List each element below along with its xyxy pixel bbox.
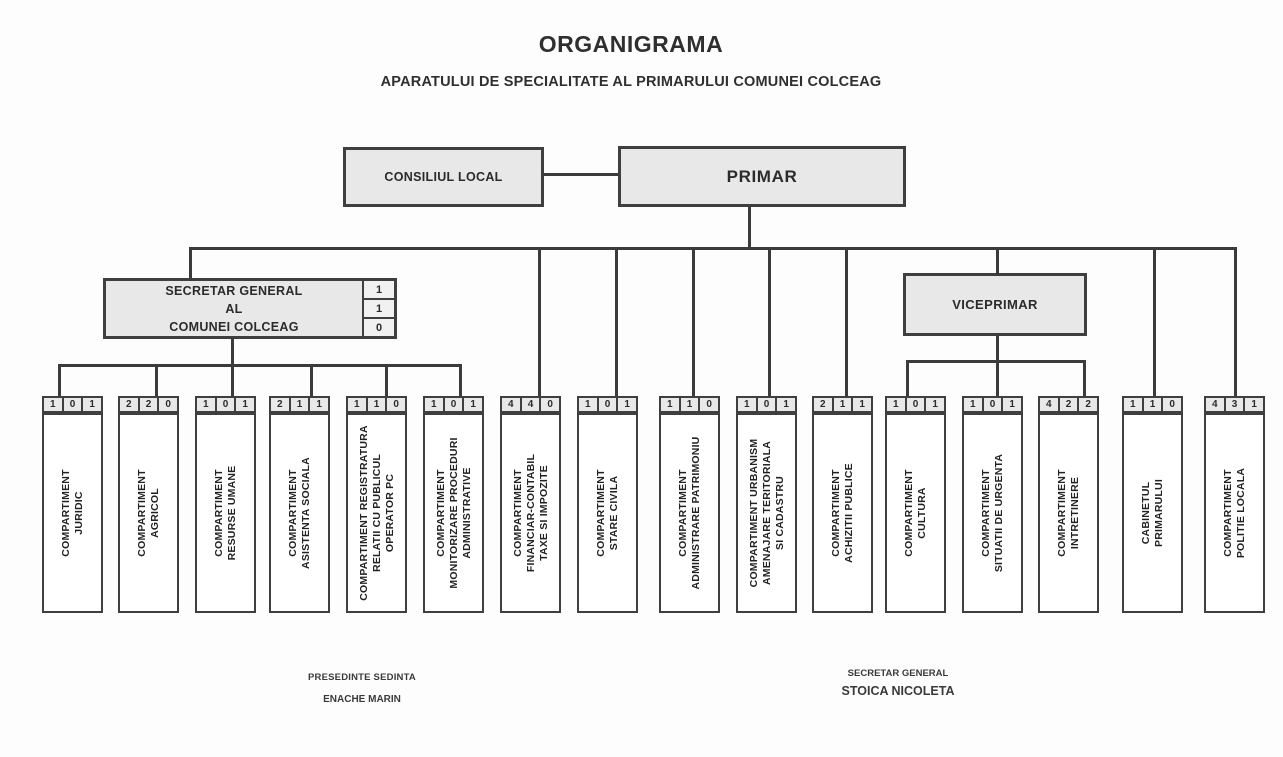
dept-count-row: [736, 396, 797, 413]
dept-column-12: [885, 396, 946, 613]
dept-label: [351, 420, 403, 606]
dept-count-row: [423, 396, 484, 413]
dept-label: [741, 420, 793, 606]
signature-left-role: PRESEDINTE SEDINTA: [308, 672, 416, 683]
dept-count-row: [42, 396, 103, 413]
dept-count-row: [962, 396, 1023, 413]
dept-label-line: OPERATOR PC: [383, 473, 395, 553]
connector-line: [538, 247, 541, 399]
dept-label: [123, 420, 175, 606]
viceprimar-label: VICEPRIMAR: [952, 297, 1038, 312]
dept-count-cell: 1: [310, 396, 330, 413]
dept-count-cell: 1: [236, 396, 256, 413]
dept-count-row: [812, 396, 873, 413]
dept-label: [1209, 420, 1261, 606]
dept-label: [890, 420, 942, 606]
dept-count-cell: 2: [1079, 396, 1099, 413]
secretar-count-cell: 0: [364, 319, 394, 336]
connector-line: [1153, 247, 1156, 399]
dept-column-14: [1038, 396, 1099, 613]
dept-box: [736, 413, 797, 613]
primar-label: PRIMAR: [726, 166, 798, 186]
dept-label: [428, 420, 480, 606]
dept-count-row: [195, 396, 256, 413]
page-title: ORGANIGRAMA: [538, 31, 724, 57]
dept-count-cell: 1: [1122, 396, 1144, 413]
dept-label-line: COMPARTIMENT: [676, 469, 689, 557]
dept-label-line: JURIDIC: [72, 491, 85, 535]
dept-count-cell: 0: [700, 396, 720, 413]
dept-count-row: [1204, 396, 1265, 413]
dept-count-cell: 1: [577, 396, 599, 413]
dept-label-line: RESURSE UMANE: [225, 465, 238, 561]
dept-count-cell: 1: [464, 396, 484, 413]
connector-line: [231, 364, 234, 399]
secretar-label-line: AL: [225, 301, 243, 316]
dept-column-4: [269, 396, 330, 613]
connector-line: [906, 360, 909, 399]
dept-box: [500, 413, 561, 613]
dept-box: [1204, 413, 1265, 613]
dept-label-line: RELATII CU PUBLICUL: [370, 454, 382, 572]
dept-count-cell: 0: [1163, 396, 1183, 413]
dept-column-3: [195, 396, 256, 613]
dept-label-line: COMPARTIMENT: [902, 469, 915, 557]
dept-count-cell: 1: [1144, 396, 1164, 413]
dept-label-line: AMENAJARE TERITORIALA: [760, 441, 772, 586]
dept-label-line: AGRICOL: [148, 488, 161, 538]
connector-line: [1083, 360, 1086, 399]
dept-count-row: [577, 396, 638, 413]
dept-count-cell: 0: [217, 396, 237, 413]
dept-label: [1127, 420, 1179, 606]
dept-count-cell: 1: [368, 396, 388, 413]
dept-count-row: [500, 396, 561, 413]
dept-label-line: COMPARTIMENT: [434, 469, 446, 557]
connector-line: [385, 364, 388, 399]
box-viceprimar: [903, 273, 1087, 336]
dept-count-cell: 1: [962, 396, 984, 413]
dept-label: [967, 420, 1019, 606]
dept-count-row: [1122, 396, 1183, 413]
dept-column-6: [423, 396, 484, 613]
dept-label-line: COMPARTIMENT: [979, 469, 992, 557]
dept-count-cell: 0: [445, 396, 465, 413]
dept-label-line: COMPARTIMENT: [594, 469, 607, 557]
signature-right-role: SECRETAR GENERAL: [847, 668, 949, 679]
dept-label-line: COMPARTIMENT REGISTRATURA: [357, 425, 369, 601]
dept-column-1: [42, 396, 103, 613]
dept-label-line: INTRETINERE: [1068, 476, 1081, 550]
dept-column-5: [346, 396, 407, 613]
dept-count-row: [269, 396, 330, 413]
connector-line: [459, 364, 462, 399]
dept-box: [269, 413, 330, 613]
dept-box: [1122, 413, 1183, 613]
dept-label-line: FINANCIAR-CONTABIL: [524, 453, 536, 573]
dept-column-2: [118, 396, 179, 613]
dept-count-cell: 1: [83, 396, 103, 413]
dept-label-line: COMPARTIMENT URBANISM: [747, 438, 759, 588]
dept-label-line: ADMINISTRARE PATRIMONIU: [689, 436, 702, 590]
connector-line: [155, 364, 158, 399]
dept-count-row: [118, 396, 179, 413]
dept-label: [582, 420, 634, 606]
dept-count-cell: 1: [1245, 396, 1265, 413]
dept-count-cell: 1: [1003, 396, 1023, 413]
dept-count-cell: 3: [1226, 396, 1246, 413]
dept-label: [1043, 420, 1095, 606]
dept-count-cell: 1: [736, 396, 758, 413]
dept-count-cell: 0: [387, 396, 407, 413]
signature-right-name: STOICA NICOLETA: [841, 684, 955, 698]
dept-label: [817, 420, 869, 606]
connector-line: [996, 360, 999, 399]
dept-box: [659, 413, 720, 613]
dept-count-cell: 1: [885, 396, 907, 413]
dept-count-cell: 1: [777, 396, 797, 413]
dept-box: [1038, 413, 1099, 613]
dept-count-cell: 1: [291, 396, 311, 413]
connector-line: [1234, 247, 1237, 399]
connector-line: [310, 364, 313, 399]
dept-count-cell: 4: [1204, 396, 1226, 413]
page-subtitle: APARATULUI DE SPECIALITATE AL PRIMARULUI COMUNEI COLCEAG: [380, 74, 882, 90]
connector-line: [231, 338, 234, 367]
dept-box: [962, 413, 1023, 613]
secretar-general-label: [106, 281, 362, 336]
dept-count-row: [659, 396, 720, 413]
dept-label-line: ASISTENTA SOCIALA: [299, 457, 312, 569]
dept-count-row: [1038, 396, 1099, 413]
dept-label-line: STARE CIVILA: [607, 475, 620, 551]
dept-column-13: [962, 396, 1023, 613]
dept-label-line: TAXE SI IMPOZITE: [537, 465, 549, 561]
dept-count-cell: 1: [853, 396, 873, 413]
dept-count-cell: 4: [522, 396, 542, 413]
dept-label-line: COMPARTIMENT: [212, 469, 225, 557]
dept-label: [505, 420, 557, 606]
dept-count-cell: 1: [926, 396, 946, 413]
dept-column-10: [736, 396, 797, 613]
dept-count-cell: 0: [159, 396, 179, 413]
dept-count-cell: 2: [118, 396, 140, 413]
dept-count-cell: 1: [834, 396, 854, 413]
dept-count-cell: 0: [64, 396, 84, 413]
dept-count-cell: 4: [1038, 396, 1060, 413]
secretar-count-column: [362, 281, 394, 336]
dept-label-line: COMPARTIMENT: [59, 469, 72, 557]
dept-label-line: ADMINISTRATIVE: [460, 467, 472, 559]
connector-line: [692, 247, 695, 399]
secretar-label-line: SECRETAR GENERAL: [165, 283, 303, 298]
dept-label-line: POLITIE LOCALA: [1234, 467, 1247, 559]
dept-label-line: CULTURA: [915, 487, 928, 539]
connector-line: [189, 247, 1237, 250]
dept-label-line: COMPARTIMENT: [1055, 469, 1068, 557]
connector-line: [58, 364, 462, 367]
connector-line: [845, 247, 848, 399]
dept-box: [812, 413, 873, 613]
dept-count-cell: 2: [269, 396, 291, 413]
dept-label-line: COMPARTIMENT: [286, 469, 299, 557]
dept-label: [274, 420, 326, 606]
dept-column-11: [812, 396, 873, 613]
dept-count-cell: 1: [346, 396, 368, 413]
dept-label-line: SITUATII DE URGENTA: [992, 453, 1005, 573]
dept-count-cell: 1: [618, 396, 638, 413]
box-secretar-general: [103, 278, 397, 339]
secretar-count-cell: 1: [364, 300, 394, 319]
secretar-label-line: COMUNEI COLCEAG: [169, 319, 299, 334]
dept-count-row: [885, 396, 946, 413]
dept-count-cell: 2: [812, 396, 834, 413]
dept-column-8: [577, 396, 638, 613]
dept-count-row: [346, 396, 407, 413]
dept-box: [346, 413, 407, 613]
connector-line: [768, 247, 771, 399]
dept-label-line: COMPARTIMENT: [829, 469, 842, 557]
dept-label: [47, 420, 99, 606]
dept-column-7: [500, 396, 561, 613]
dept-count-cell: 0: [758, 396, 778, 413]
connector-line: [543, 173, 618, 176]
dept-count-cell: 4: [500, 396, 522, 413]
signature-left-name: ENACHE MARIN: [323, 694, 401, 705]
dept-label-line: SI CADASTRU: [773, 476, 785, 550]
connector-line: [189, 247, 192, 281]
dept-count-cell: 1: [195, 396, 217, 413]
dept-count-cell: 1: [423, 396, 445, 413]
dept-box: [885, 413, 946, 613]
dept-count-cell: 2: [140, 396, 160, 413]
box-primar: [618, 146, 906, 207]
dept-label-line: CABINETUL: [1139, 481, 1152, 545]
dept-column-9: [659, 396, 720, 613]
dept-label-line: MONITORIZARE PROCEDURI: [447, 437, 459, 589]
dept-label-line: COMPARTIMENT: [511, 469, 523, 557]
dept-box: [195, 413, 256, 613]
dept-label-line: COMPARTIMENT: [135, 469, 148, 557]
dept-box: [423, 413, 484, 613]
consiliul-local-label: CONSILIUL LOCAL: [384, 170, 503, 184]
dept-box: [118, 413, 179, 613]
dept-label: [200, 420, 252, 606]
dept-count-cell: 2: [1060, 396, 1080, 413]
dept-box: [42, 413, 103, 613]
dept-count-cell: 0: [907, 396, 927, 413]
dept-count-cell: 1: [42, 396, 64, 413]
connector-line: [996, 247, 999, 276]
dept-label-line: COMPARTIMENT: [1221, 469, 1234, 557]
dept-count-cell: 1: [659, 396, 681, 413]
connector-line: [58, 364, 61, 399]
box-consiliul-local: [343, 147, 544, 207]
dept-column-16: [1204, 396, 1265, 613]
dept-count-cell: 0: [599, 396, 619, 413]
dept-label-line: ACHIZITII PUBLICE: [842, 463, 855, 563]
dept-count-cell: 0: [984, 396, 1004, 413]
dept-box: [577, 413, 638, 613]
dept-label: [664, 420, 716, 606]
dept-count-cell: 1: [681, 396, 701, 413]
dept-label-line: PRIMARULUI: [1152, 479, 1165, 547]
dept-count-cell: 0: [541, 396, 561, 413]
connector-line: [615, 247, 618, 399]
secretar-count-cell: 1: [364, 281, 394, 300]
dept-column-15: [1122, 396, 1183, 613]
connector-line: [748, 207, 751, 250]
connector-line: [996, 336, 999, 363]
